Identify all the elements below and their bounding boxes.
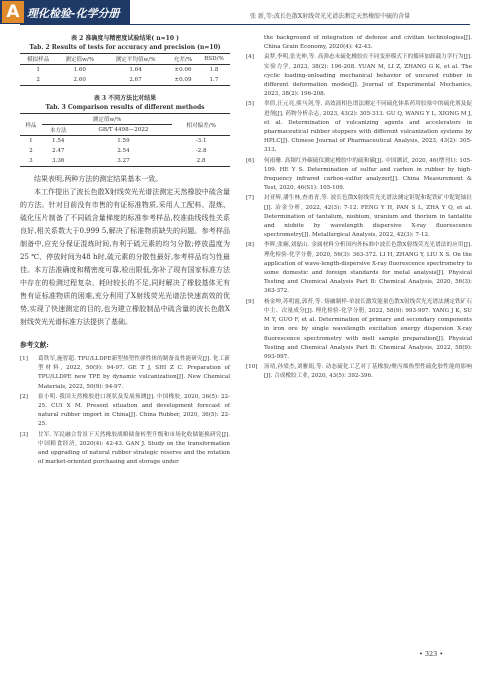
table-header-cell: 允差/% [168, 54, 198, 65]
table-cell: -2.8 [195, 148, 207, 154]
body-paragraph: 结果表明,两种方法的测定结果基本一致。 [34, 175, 163, 183]
table-header-cell: 测定值w/% [42, 114, 172, 125]
table-cell: 3.27 [75, 156, 173, 167]
journal-name: 理化检验-化学分册 [27, 7, 120, 20]
table-cell: 2.67 [103, 75, 168, 86]
body-paragraph: 本工作提出了波长色散X射线荧光光谱法测定天然橡胶中硫含量的方法。针对目前没有市售的有证标准物质,采用人工配料、混炼、硫化压片制备了不同硫含量梯度的标准参考样品,校准曲线线性关系良好,相关系数大于0.999 5,解决了标准物质缺失的问题。参考样品制备中,应充分保证混炼时间,有利于硫元素的均匀分散;停放温度为25 ℃、停放时间为48 h时,硫元素的分散性最好,参考样品均匀性最佳。本方法准确度和精密度可靠,检出限低,弥补了现有国家标准方法中存在的检测过程复杂、耗时较长的不足,同时解决了橡胶基体无有售有证标准物质的困难,充分利用了X射线荧光光谱法快速高效的优势,实现了快速测定的目的,也为建立橡胶制品中硫含量的波长色散X射线荧光光谱标准方法提供了基础。 [20, 188, 230, 326]
reference-text: 何雨珊. 高频红外碳硫仪测定橡胶中的硫和碳[J]. 中国测试, 2020, 46(增刊1): 105-109. HE Y S. Determination of sulfur and carbon in rubber by high-frequency infrared carbon-sulfur analyzer[J]. China Measurement & Test, 2020, 46(S1): 105-109. [264, 157, 472, 192]
table-3 [20, 113, 230, 167]
reference-item [246, 34, 472, 52]
reference-text: 李晖,张娴,刘磊山. 金属材料分析国内外标准中波长色散X射线荧光光谱法的应用[J]. 理化检验-化学分册, 2020, 56(3): 363-372. LI H, ZHANG Y, LIU X S. On the application of wave-length-dispersive X-ray fluorescence spectrometry to some domestic and foreign standards for metal analysis[J]. Physical Testing and Chemical Analysis Part B: Chemical Analysis, 2020, 56(3): 363-372. [264, 242, 472, 295]
table-cell: 1 [36, 67, 40, 73]
references-heading: 参考文献: [20, 341, 49, 349]
table-cell: 2.54 [117, 148, 130, 154]
table-cell: 1.59 [117, 138, 130, 144]
reference-number: [8] [246, 242, 254, 249]
reference-text: 葛铁军,施智超. TPU/LLDPE新型热塑性弹性体的制备及性能研究[J]. 化工新型材料, 2022, 50(9): 94-97. GE T J, SHI Z C. Preparation of TPU/LLDPE new TPE by dynamic vulcanization[J]. New Chemical Materials, 2022, 50(9): 94-97. [38, 356, 230, 390]
table-header-cell: 相对偏差/% [172, 114, 230, 136]
reference-number: [4] [246, 54, 254, 61]
reference-item [246, 194, 472, 240]
reference-number: [5] [246, 101, 254, 108]
table-cell: 1.64 [129, 67, 142, 73]
right-column [246, 34, 472, 383]
reference-number: [10] [246, 364, 258, 371]
table-row [20, 136, 230, 147]
table-header-cell: 测定值w/% [56, 54, 103, 65]
table-header-row [20, 54, 230, 65]
table-cell: 1.60 [73, 67, 86, 73]
reference-text: 甘军. 军民融合背景下天然橡胶战略储备转型升级和市场化收储能换研究[J]. 中国粮食经济, 2020(4): 42-43. GAN J. Study on the transformation and upgrading of natural rubber strategic reserve and the rotation of market-oriented purchasing and storage under [38, 431, 230, 466]
table3-caption-en: Tab. 3 Comparison results of different methods [45, 104, 205, 111]
table-cell: 2.47 [52, 148, 65, 154]
journal-logo [0, 0, 130, 24]
reference-text: the background of integration of defense and civilian technologies[J]. China Grain Economy, 2020(4): 42-43. [264, 35, 472, 51]
page-header [0, 0, 480, 30]
reference-text: 崔小明. 我国天然橡胶进口现状及发展预测[J]. 中国橡胶, 2020, 36(5): 22-25. CUI X M. Present situation and development forecast of natural rubber import in China[J]. China Rubber, 2020, 36(5): 22-25. [38, 393, 230, 428]
table-cell: 2.8 [172, 156, 230, 167]
table-cell: 1.7 [198, 75, 230, 86]
reference-text: 杨金坤,苏明霞,郭苔,等. 熔融制样-单波长激发能量色散X射线荧光光谱法测定铁矿石中主、次量成分[J]. 理化检验-化学分册, 2022, 58(9): 993-997. YANG J K, SU M Y, GUO F, et al. Determination of primary and secondary components in iron ore by single wavelength excitation energy dispersion X-ray fluorescence spectrometry with melt sample preparation[J]. Physical Testing and Chemical Analysis Part B: Chemical Analysis, 2022, 58(9): 993-997. [264, 298, 472, 360]
reference-text: 封亚辉,潘生林,查甫青,等. 波长色散X射线荧光光谱法测定钽铌和铌铁矿中铌铌铀钍[J]. 冶金分析, 2022, 42(3): 7-12. FENG Y H, PAN S L, ZHA Y Q, et al. Determination of tantalum, niobium, uranium and thorium in tantalite and niobite by wavelength dispersive X-ray fluorescence spectrometry[J]. Metallurgical Analysis, 2022, 42(3): 7-12. [264, 195, 472, 239]
table-cell: 1.8 [209, 67, 219, 73]
reference-item [20, 355, 230, 392]
table-row [20, 156, 230, 167]
left-column [20, 34, 230, 468]
table-row [20, 65, 230, 76]
header-rule [20, 24, 470, 25]
table-row [20, 146, 230, 156]
table-header-cell: 本方法 [42, 125, 75, 136]
reference-number: [3] [20, 431, 28, 438]
table3-caption-cn: 表 3 不同方法比对结果 [93, 95, 157, 102]
reference-item [246, 100, 472, 155]
reference-number: [7] [246, 195, 254, 202]
reference-number: [1] [20, 356, 28, 362]
table-cell: 1 [29, 138, 33, 144]
table-cell: ±0.09 [168, 75, 198, 86]
logo-letter: A [2, 1, 24, 23]
table-row [20, 75, 230, 86]
table-header-cell: 测定平均值w/% [103, 54, 168, 65]
table2-caption-cn: 表 2 准确度与精密度试验结果( n=10 ) [71, 35, 179, 42]
reference-text: 袁梦,李明,张光伸,等. 高弹态未硫化橡胶在不同变形模式下的循环加卸载力学行为[J]. 实验力学, 2023, 38(2): 196-208. YUAN M, LI Z, ZHANG G K, et al. The cyclic loading-unloading mechanical behavior of uncured rubber in different deformation modes[J]. Journal of Experimental Mechanics, 2023, 38(2): 196-208. [264, 54, 472, 98]
table-cell: ±0.06 [174, 67, 192, 73]
table-cell: 2.60 [56, 75, 103, 86]
table-header-cell: 样品 [20, 114, 42, 136]
reference-item [20, 393, 230, 430]
reference-number: [2] [20, 393, 28, 400]
reference-item [246, 157, 472, 194]
table-header-cell: 模拟样品 [20, 54, 56, 65]
table-cell: 3 [20, 156, 42, 167]
table-cell: 1.54 [52, 138, 65, 144]
reference-text: 辜倩,汪元亮,熊马剑,等. 高效液相色谱法测定不同硫化体系药用胶塞中的硫化剂及促进剂[J]. 药物分析杂志, 2023, 43(2): 305-313. GU Q, WANG Y L, XIONG M J, et al. Determination of vulcanizing agents and accelerators in pharmaceutical rubber stoppers with different vulcanization systems by HPLC[J]. Chinese Journal of Pharmaceutical Analysis, 2023, 43(2): 305-313. [264, 101, 472, 154]
table-header-cell: RSD/% [198, 54, 230, 65]
reference-item [246, 53, 472, 99]
reference-item [20, 431, 230, 468]
table2-caption-en: Tab. 2 Results of tests for accuracy and precision (n=10) [29, 44, 221, 51]
table-cell: 3.36 [42, 156, 75, 167]
table-cell: 2 [29, 148, 33, 154]
reference-number: [6] [246, 157, 254, 164]
table-cell: 2 [20, 75, 56, 86]
table-header-row [20, 114, 230, 125]
table-cell: -3.1 [195, 138, 207, 144]
reference-item [246, 298, 472, 362]
reference-item [246, 363, 472, 381]
running-title: 张 新,等:波长色散X射线荧光光谱法测定天然橡胶中硫的含量 [250, 13, 411, 20]
table-2 [20, 53, 230, 86]
reference-number: [9] [246, 298, 254, 305]
reference-item [246, 241, 472, 296]
reference-text: 汤靖,孙梁杰,刘雅娟,等. 动态硫化工艺对丁基橡胶/聚丙烯热塑性硫化胶性能的影响[J]. 合成橡胶工业, 2020, 43(5): 392-396. [264, 364, 472, 380]
table-header-cell: GB/T 4498—2022 [75, 125, 173, 136]
page-number: • 323 • [419, 650, 444, 658]
